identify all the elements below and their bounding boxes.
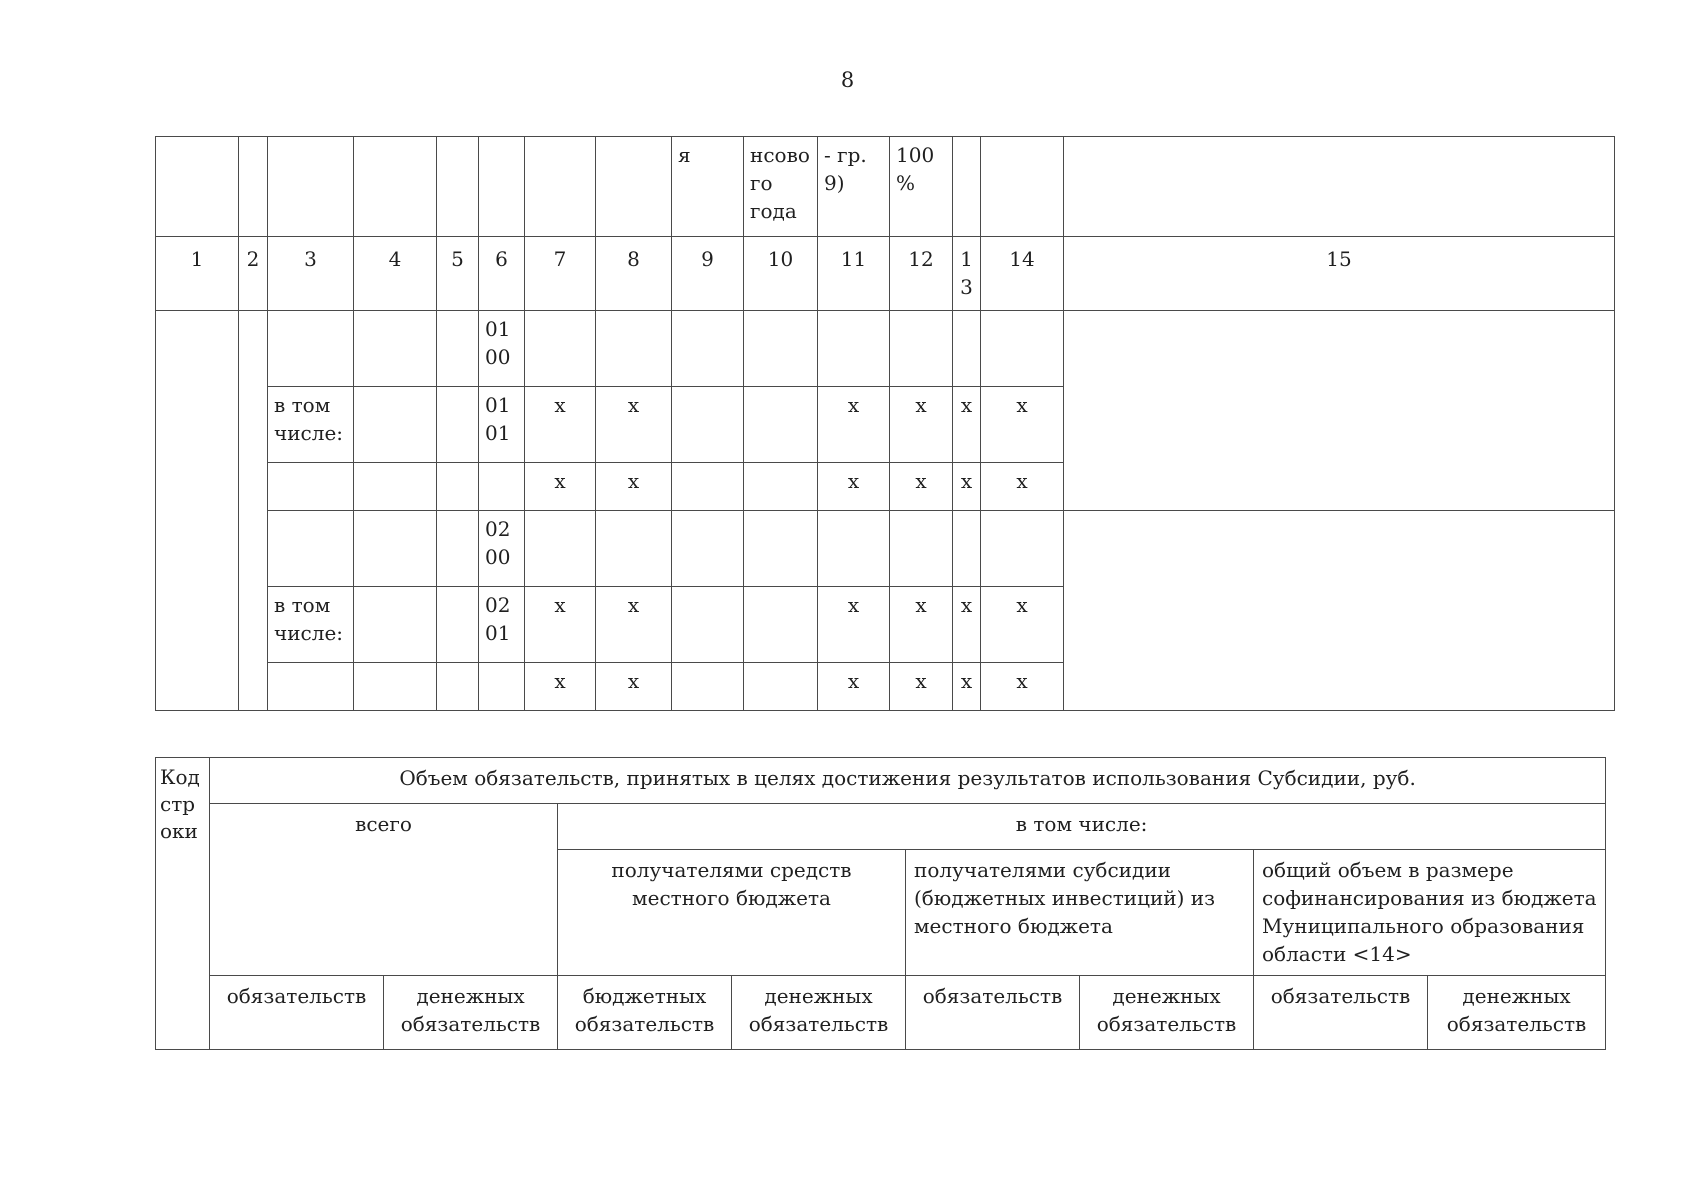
sub-header: денежных обязательств (1080, 976, 1254, 1050)
cell (596, 511, 672, 587)
col-number: 4 (354, 237, 437, 311)
cell (525, 511, 596, 587)
sub-header: бюджетных обязательств (558, 976, 732, 1050)
cell (596, 311, 672, 387)
col-number: 5 (437, 237, 479, 311)
table-row (156, 311, 1615, 387)
page-number: 8 (840, 68, 855, 92)
table-row (156, 511, 1615, 587)
cell: х (818, 387, 890, 463)
cell: х (981, 587, 1064, 663)
row-code (479, 463, 525, 511)
sub-header: денежных обязательств (1428, 976, 1606, 1050)
cell (953, 311, 981, 387)
cell: х (525, 387, 596, 463)
col-number: 8 (596, 237, 672, 311)
cell: х (818, 587, 890, 663)
cell: х (953, 387, 981, 463)
cell: х (596, 463, 672, 511)
cell: х (981, 387, 1064, 463)
group-local-budget-recipients: получателями средств местного бюджета (558, 850, 906, 976)
including-header: в том числе: (558, 804, 1606, 850)
cell (953, 511, 981, 587)
cell (890, 511, 953, 587)
col-number: 2 (239, 237, 268, 311)
row-code-header: Код стр оки (156, 758, 210, 1050)
row-code: 01 01 (479, 387, 525, 463)
cell: х (525, 663, 596, 711)
cell: х (525, 587, 596, 663)
cell: х (596, 387, 672, 463)
row-label (268, 511, 354, 587)
cell: х (890, 587, 953, 663)
col-number: 11 (818, 237, 890, 311)
sub-header: денежных обязательств (384, 976, 558, 1050)
cell (818, 511, 890, 587)
header-fragment-row (156, 137, 1615, 237)
column-numbers-row (156, 237, 1615, 311)
cell: х (596, 663, 672, 711)
row-label (268, 663, 354, 711)
group-subsidy-recipients: получателями субсидии (бюджетных инвестиций) из местного бюджета (906, 850, 1254, 976)
header-fragment-11: - гр. 9) (818, 137, 890, 237)
col-number: 15 (1064, 237, 1615, 311)
cell: х (890, 387, 953, 463)
sub-header: обязательств (1254, 976, 1428, 1050)
cell: х (596, 587, 672, 663)
header-fragment-9: я (672, 137, 744, 237)
row-code: 02 01 (479, 587, 525, 663)
total-header: всего (210, 804, 558, 976)
header-fragment-10: нсово го года (744, 137, 818, 237)
report-table (155, 136, 1615, 711)
cell: х (953, 663, 981, 711)
main-header: Объем обязательств, принятых в целях достижения результатов использования Субсидии, руб. (210, 758, 1606, 804)
obligations-table (155, 757, 1606, 1050)
cell: х (818, 463, 890, 511)
col-number: 1 (156, 237, 239, 311)
row-label: в том числе: (268, 587, 354, 663)
sub-header: обязательств (210, 976, 384, 1050)
cell (525, 311, 596, 387)
col-number: 12 (890, 237, 953, 311)
row-label (268, 463, 354, 511)
col-number: 3 (268, 237, 354, 311)
row-label: в том числе: (268, 387, 354, 463)
header-fragment-12: 100 % (890, 137, 953, 237)
sub-header: денежных обязательств (732, 976, 906, 1050)
col-number: 14 (981, 237, 1064, 311)
col-number: 1 3 (953, 237, 981, 311)
cell: х (890, 663, 953, 711)
cell: х (525, 463, 596, 511)
cell: х (981, 463, 1064, 511)
cell (818, 311, 890, 387)
cell (890, 311, 953, 387)
col-number: 9 (672, 237, 744, 311)
cell: х (953, 587, 981, 663)
row-code: 01 00 (479, 311, 525, 387)
row-code: 02 00 (479, 511, 525, 587)
row-code (479, 663, 525, 711)
sub-header: обязательств (906, 976, 1080, 1050)
row-label (268, 311, 354, 387)
col-number: 7 (525, 237, 596, 311)
group-cofinancing-volume: общий объем в размере софинансирования из бюджета Муниципального образования области <14> (1254, 850, 1606, 976)
cell: х (818, 663, 890, 711)
cell (981, 511, 1064, 587)
cell: х (890, 463, 953, 511)
cell: х (953, 463, 981, 511)
cell: х (981, 663, 1064, 711)
col-number: 10 (744, 237, 818, 311)
col-number: 6 (479, 237, 525, 311)
cell (981, 311, 1064, 387)
